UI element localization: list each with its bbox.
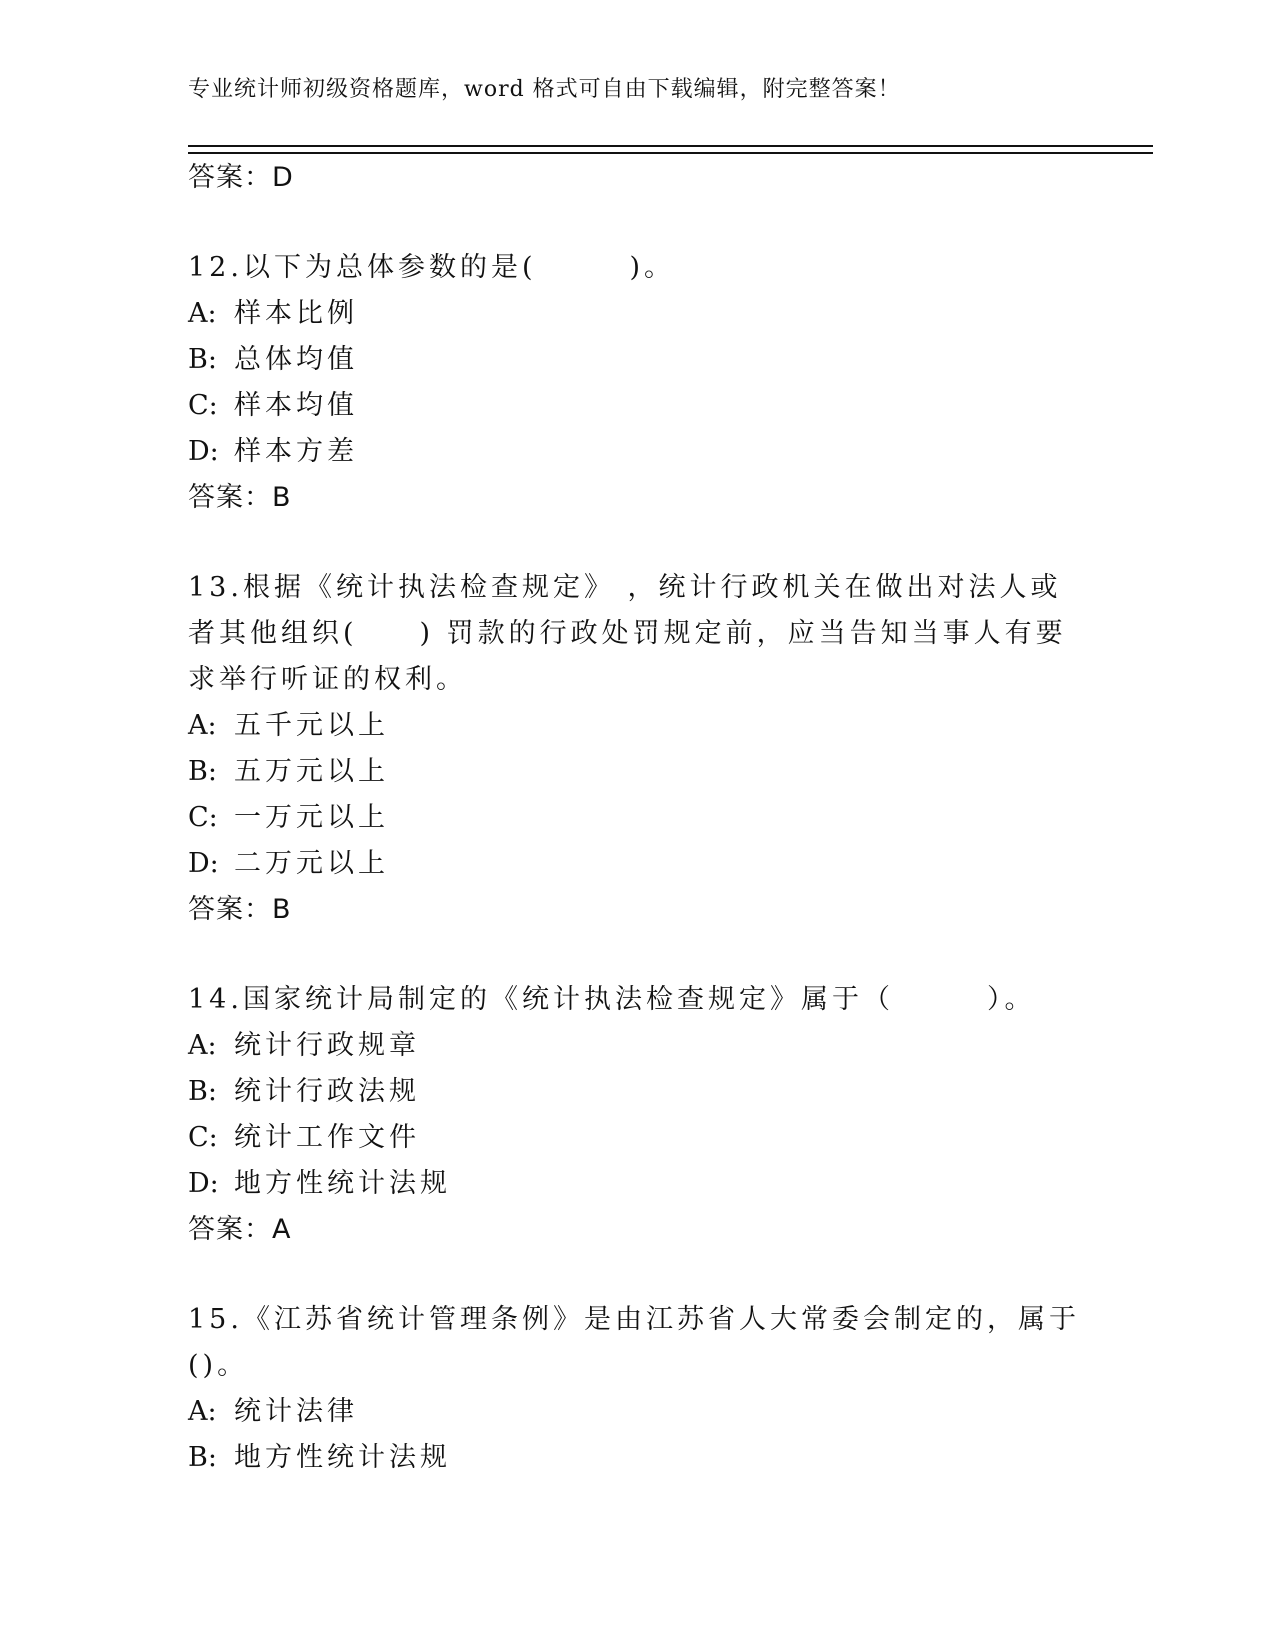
option-b bbox=[188, 1435, 1088, 1481]
question-stem: 13.根据《统计执法检查规定》 ，统计行政机关在做出对法人或者其他组织( ) 罚款的行政处罚规定前，应当告知当事人有要求举行听证的权利。 bbox=[188, 572, 1067, 695]
option-key: D: bbox=[188, 436, 219, 467]
option-key: D: bbox=[188, 848, 219, 879]
question-14 bbox=[188, 977, 1088, 1253]
option-text: 地方性统计法规 bbox=[234, 1168, 451, 1199]
header-rule bbox=[188, 145, 1153, 154]
answer-q11: 答案：D bbox=[188, 162, 294, 193]
option-text: 一万元以上 bbox=[234, 802, 389, 833]
option-key: C: bbox=[188, 1122, 218, 1153]
option-text: 五千元以上 bbox=[234, 710, 389, 741]
option-text: 统计法律 bbox=[234, 1396, 358, 1427]
option-text: 地方性统计法规 bbox=[234, 1442, 451, 1473]
question-stem: 14.国家统计局制定的《统计执法检查规定》属于（ ）。 bbox=[188, 984, 1036, 1015]
option-c bbox=[188, 383, 1088, 429]
answer-q13: 答案：B bbox=[188, 894, 292, 925]
option-b bbox=[188, 337, 1088, 383]
option-key: B: bbox=[188, 344, 217, 375]
option-text: 样本比例 bbox=[234, 298, 358, 329]
option-text: 总体均值 bbox=[234, 344, 358, 375]
option-key: A: bbox=[188, 298, 217, 329]
option-c bbox=[188, 1115, 1088, 1161]
option-b bbox=[188, 1069, 1088, 1115]
option-c bbox=[188, 795, 1088, 841]
question-12 bbox=[188, 245, 1088, 521]
option-key: A: bbox=[188, 710, 217, 741]
option-text: 统计工作文件 bbox=[234, 1122, 420, 1153]
document-body bbox=[188, 155, 1088, 1481]
option-d bbox=[188, 841, 1088, 887]
option-text: 样本均值 bbox=[234, 390, 358, 421]
option-a bbox=[188, 1023, 1088, 1069]
option-key: C: bbox=[188, 390, 218, 421]
option-key: C: bbox=[188, 802, 218, 833]
option-d bbox=[188, 429, 1088, 475]
option-text: 统计行政法规 bbox=[234, 1076, 420, 1107]
question-15 bbox=[188, 1297, 1088, 1481]
option-key: B: bbox=[188, 1076, 217, 1107]
question-stem: 12.以下为总体参数的是( )。 bbox=[188, 252, 676, 283]
option-text: 五万元以上 bbox=[234, 756, 389, 787]
option-a bbox=[188, 1389, 1088, 1435]
option-key: A: bbox=[188, 1030, 217, 1061]
option-key: B: bbox=[188, 1442, 217, 1473]
option-b bbox=[188, 749, 1088, 795]
option-text: 统计行政规章 bbox=[234, 1030, 420, 1061]
option-text: 二万元以上 bbox=[234, 848, 389, 879]
option-a bbox=[188, 703, 1088, 749]
question-13 bbox=[188, 565, 1088, 933]
option-a bbox=[188, 291, 1088, 337]
page-header: 专业统计师初级资格题库，word 格式可自由下载编辑，附完整答案！ bbox=[188, 77, 901, 102]
question-stem: 15.《江苏省统计管理条例》是由江苏省人大常委会制定的，属于()。 bbox=[188, 1304, 1080, 1381]
answer-q12: 答案：B bbox=[188, 482, 292, 513]
option-key: A: bbox=[188, 1396, 217, 1427]
option-key: D: bbox=[188, 1168, 219, 1199]
answer-q14: 答案：A bbox=[188, 1214, 292, 1245]
option-text: 样本方差 bbox=[234, 436, 358, 467]
option-d bbox=[188, 1161, 1088, 1207]
option-key: B: bbox=[188, 756, 217, 787]
